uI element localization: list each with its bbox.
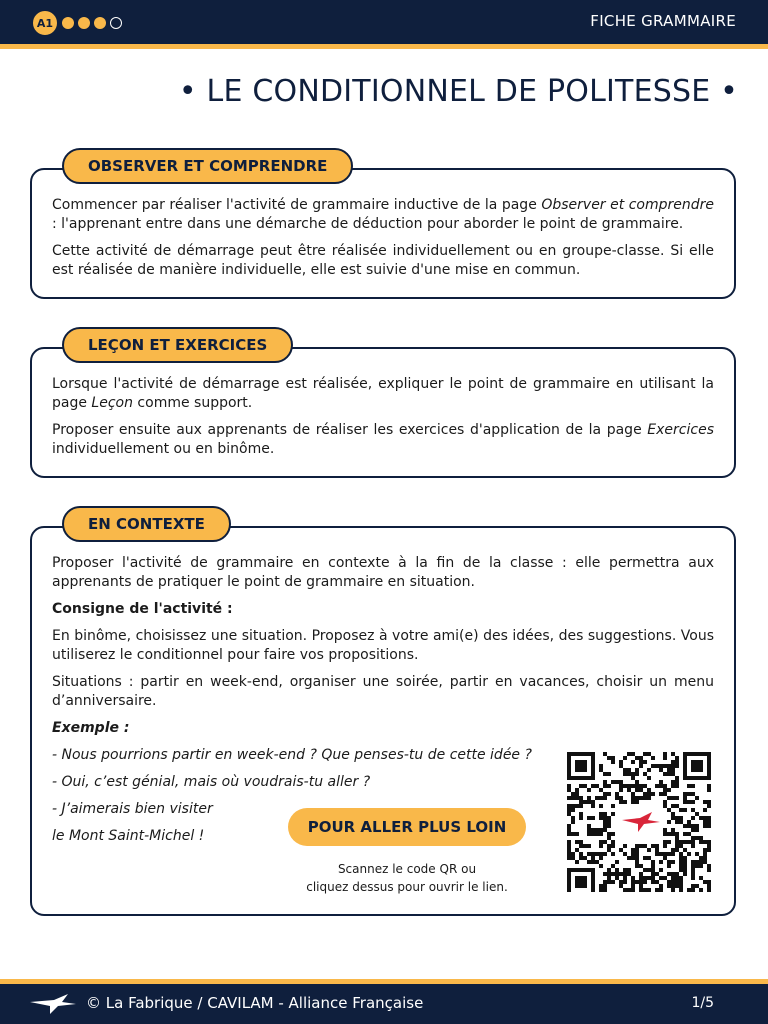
level-indicator: [32, 10, 122, 36]
section-observer: [30, 157, 736, 299]
section-tag-observer: OBSERVER ET COMPRENDRE: [62, 148, 353, 184]
paragraph: Proposer l'activité de grammaire en contexte à la fin de la classe : elle permettra aux apprenants de pratiquer le point de grammaire en situation.: [52, 555, 714, 590]
further-reading-button[interactable]: POUR ALLER PLUS LOIN: [288, 808, 526, 846]
paragraph: [52, 196, 714, 234]
footer-bar: [0, 979, 768, 1024]
qr-code[interactable]: [566, 752, 712, 892]
level-dot-empty: [110, 17, 122, 29]
sheet-type-label: FICHE GRAMMAIRE: [590, 12, 736, 30]
qr-center-logo-icon: [622, 812, 660, 832]
qr-note-line: cliquez dessus pour ouvrir le lien.: [306, 880, 508, 894]
section-tag-contexte: EN CONTEXTE: [62, 506, 231, 542]
section-lecon: [30, 336, 736, 478]
text: individuellement ou en binôme.: [52, 441, 275, 457]
paragraph: [52, 421, 714, 459]
example-line: - Oui, c’est génial, mais où voudrais-tu aller ?: [52, 774, 371, 790]
level-badge: A1: [32, 10, 58, 36]
page-number: 1/5: [691, 995, 714, 1011]
example-line: - J’aimerais bien visiter: [52, 801, 213, 817]
page-title: • LE CONDITIONNEL DE POLITESSE •: [178, 74, 738, 109]
text: Proposer ensuite aux apprenants de réaliser les exercices d'application de la page: [52, 422, 648, 438]
text: Commencer par réaliser l'activité de grammaire inductive de la page: [52, 197, 542, 213]
text: Lorsque l'activité de démarrage est réalisée, expliquer le point de grammaire en utilisant la page: [52, 376, 714, 411]
header-bar: [0, 0, 768, 49]
bird-logo-icon: [28, 990, 78, 1018]
text-emphasis: Observer et comprendre: [541, 197, 715, 213]
example-line: le Mont Saint-Michel !: [52, 828, 205, 844]
paragraph: Situations : partir en week-end, organiser une soirée, partir en vacances, choisir un menu d’anniversaire.: [52, 674, 714, 709]
level-dot: [78, 17, 90, 29]
exemple-title: Exemple :: [52, 720, 130, 736]
footer-credit: © La Fabrique / CAVILAM - Alliance Française: [86, 994, 424, 1012]
level-dot: [62, 17, 74, 29]
section-tag-lecon: LEÇON ET EXERCICES: [62, 327, 293, 363]
text: : l'apprenant entre dans une démarche de déduction pour aborder le point de grammaire.: [52, 216, 684, 232]
text-emphasis: Leçon: [91, 395, 133, 411]
text: comme support.: [132, 395, 253, 411]
consigne-title: Consigne de l'activité :: [52, 601, 233, 617]
qr-note-line: Scannez le code QR ou: [337, 862, 477, 876]
paragraph: Cette activité de démarrage peut être réalisée individuellement ou en groupe-classe. Si elle est réalisée de manière individuelle, elle est suivie d'une mise en commun.: [52, 243, 714, 278]
paragraph: [52, 375, 714, 413]
level-dot: [94, 17, 106, 29]
paragraph: En binôme, choisissez une situation. Proposez à votre ami(e) des idées, des suggestions. Vous utiliserez le conditionnel pour faire vos propositions.: [52, 628, 714, 663]
qr-instructions: [288, 860, 526, 896]
example-line: - Nous pourrions partir en week-end ? Que penses-tu de cette idée ?: [52, 747, 532, 763]
text-emphasis: Exercices: [647, 422, 714, 438]
